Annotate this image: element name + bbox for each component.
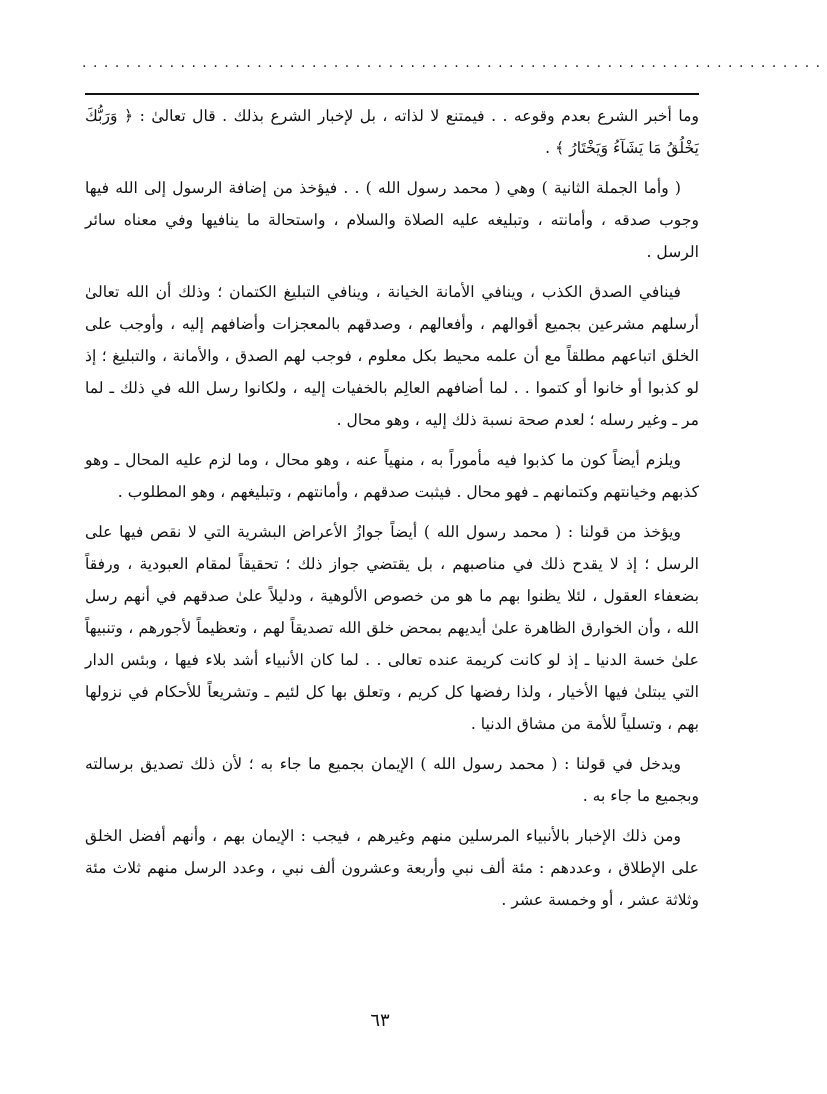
paragraph-4: ويلزم أيضاً كون ما كذبوا فيه مأموراً به ، منهياً عنه ، وهو محال ، وما لزم عليه المحال ـ وهو كذبهم وخيانتهم وكتمانهم ـ فهو محال . فيثبت صدقهم ، وأمانتهم ، وتبليغهم ، وهو المطلوب .: [85, 451, 699, 501]
page-number: ٦٣: [370, 1010, 390, 1031]
page-body: [85, 100, 699, 924]
header-rule: [85, 93, 699, 95]
paragraph-1: وما أخبر الشرع بعدم وقوعه . . فيمتنع لا لذاته ، بل لإخبار الشرع بذلك . قال تعالىٰ : ﴿ وَرَبُّكَ يَخْلُقُ مَا يَشَآءُ وَيَخْتَارُ ﴾ .: [85, 107, 699, 157]
paragraph-5: ويؤخذ من قولنا : ( محمد رسول الله ) أيضاً جوازُ الأعراض البشرية التي لا نقص فيها على الرسل ؛ إذ لا يقدح ذلك في مناصبهم ، بل يقتضي جواز ذلك ؛ تحقيقاً لمقام العبودية ، ورفقاً بضعفاء العقول ، لئلا يظنوا بهم ما هو من خصوص الألوهية ، ودليلاً علىٰ صدقهم في أنهم رسل الله ، وأن الخوارق الظاهرة علىٰ أيديهم بمحض خلق الله تصديقاً لهم ، وتعظيماً لأجورهم ، وتنبيهاً علىٰ خسة الدنيا ـ إذ لو كانت كريمة عنده تعالى . . لما كان الأنبياء أشد بلاء فيها ، وبئس الدار التي يبتلىٰ فيها الأخيار ، ولذا رفضها كل كريم ، وتعلق بها كل لئيم ـ وتشريعاً للأحكام في نزولها بهم ، وتسلياً للأمة من مشاق الدنيا .: [85, 523, 699, 733]
header-dotted-line: ....................................................................: [82, 55, 827, 71]
paragraph-3: فينافي الصدق الكذب ، وينافي الأمانة الخيانة ، وينافي التبليغ الكتمان ؛ وذلك أن الله تعالىٰ أرسلهم مشرعين بجميع أقوالهم ، وأفعالهم ، وصدقهم بالمعجزات وأضافهم إليه ، وأوجب على الخلق اتباعهم مطلقاً مع أن علمه محيط بكل معلوم ، فوجب لهم الصدق ، والأمانة ، والتبليغ ؛ إذ لو كذبوا أو خانوا أو كتموا . . لما أضافهم العالِم بالخفيات إليه ، ولكانوا رسل الله في ذلك ـ لما مر ـ وغير رسله ؛ لعدم صحة نسبة ذلك إليه ، وهو محال .: [85, 283, 700, 429]
paragraph-2: ( وأما الجملة الثانية ) وهي ( محمد رسول الله ) . . فيؤخذ من إضافة الرسول إلى الله فيها وجوب صدقه ، وأمانته ، وتبليغه عليه الصلاة والسلام ، واستحالة ما ينافيها وفي معناه سائر الرسل .: [85, 179, 699, 261]
paragraph-7: ومن ذلك الإخبار بالأنبياء المرسلين منهم وغيرهم ، فيجب : الإيمان بهم ، وأنهم أفضل الخلق على الإطلاق ، وعددهم : مئة ألف نبي وأربعة وعشرون ألف نبي ، وعدد الرسل منهم ثلاث مئة وثلاثة عشر ، أو وخمسة عشر .: [85, 827, 699, 909]
paragraph-6: ويدخل في قولنا : ( محمد رسول الله ) الإيمان بجميع ما جاء به ؛ لأن ذلك تصديق برسالته وبجميع ما جاء به .: [85, 755, 699, 805]
